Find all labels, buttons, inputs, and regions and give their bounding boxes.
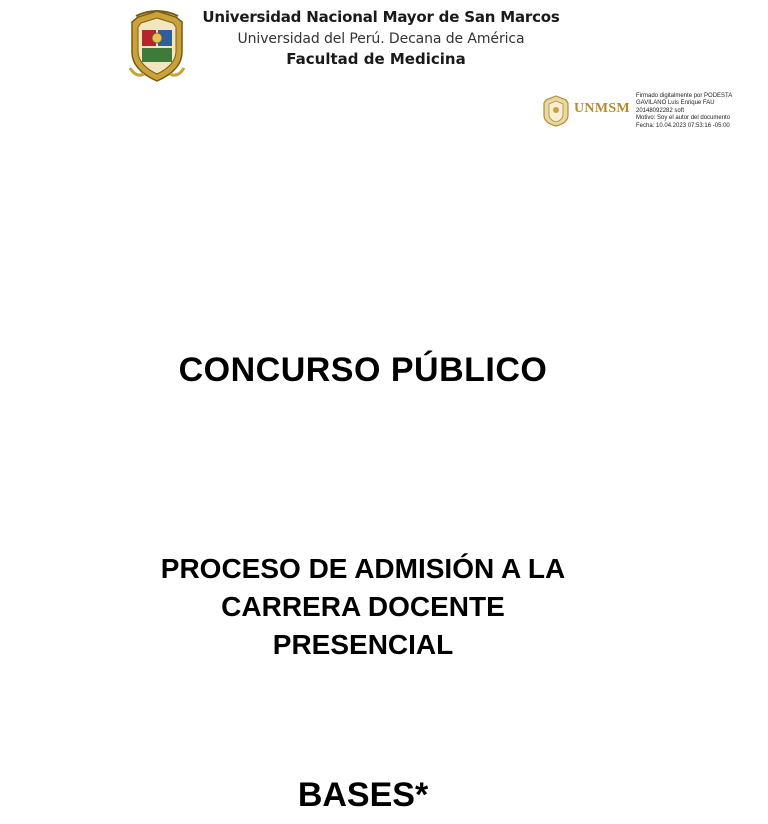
faculty-name: Facultad de Medicina bbox=[286, 50, 466, 68]
university-tagline: Universidad del Perú. Decana de América bbox=[237, 31, 525, 47]
university-name: Universidad Nacional Mayor de San Marcos bbox=[202, 8, 560, 26]
subtitle-line: PRESENCIAL bbox=[272, 629, 454, 660]
signature-line: Fecha: 10.04.2023 07:53:16 -05:00 bbox=[636, 122, 730, 129]
university-crest-logo bbox=[126, 8, 188, 84]
signature-details bbox=[636, 93, 764, 130]
signature-line: Motivo: Soy el autor del documento bbox=[636, 115, 731, 122]
subtitle-line: CARRERA DOCENTE bbox=[221, 591, 505, 622]
document-subtitle bbox=[0, 550, 726, 664]
unmsm-seal-icon bbox=[542, 95, 570, 127]
digital-signature-stamp bbox=[540, 93, 764, 133]
signature-line: GAVILANO Luis Enrique FAU bbox=[636, 100, 715, 107]
signature-line: 20148092282 soft bbox=[636, 107, 685, 114]
signature-brand: UNMSM bbox=[574, 101, 630, 116]
document-header bbox=[196, 10, 566, 67]
subtitle-line: PROCESO DE ADMISIÓN A LA bbox=[160, 553, 566, 584]
document-title: CONCURSO PÚBLICO bbox=[178, 351, 548, 389]
signature-line: Firmado digitalmente por PODESTA bbox=[636, 93, 733, 99]
section-heading-bases: BASES* bbox=[297, 776, 429, 814]
